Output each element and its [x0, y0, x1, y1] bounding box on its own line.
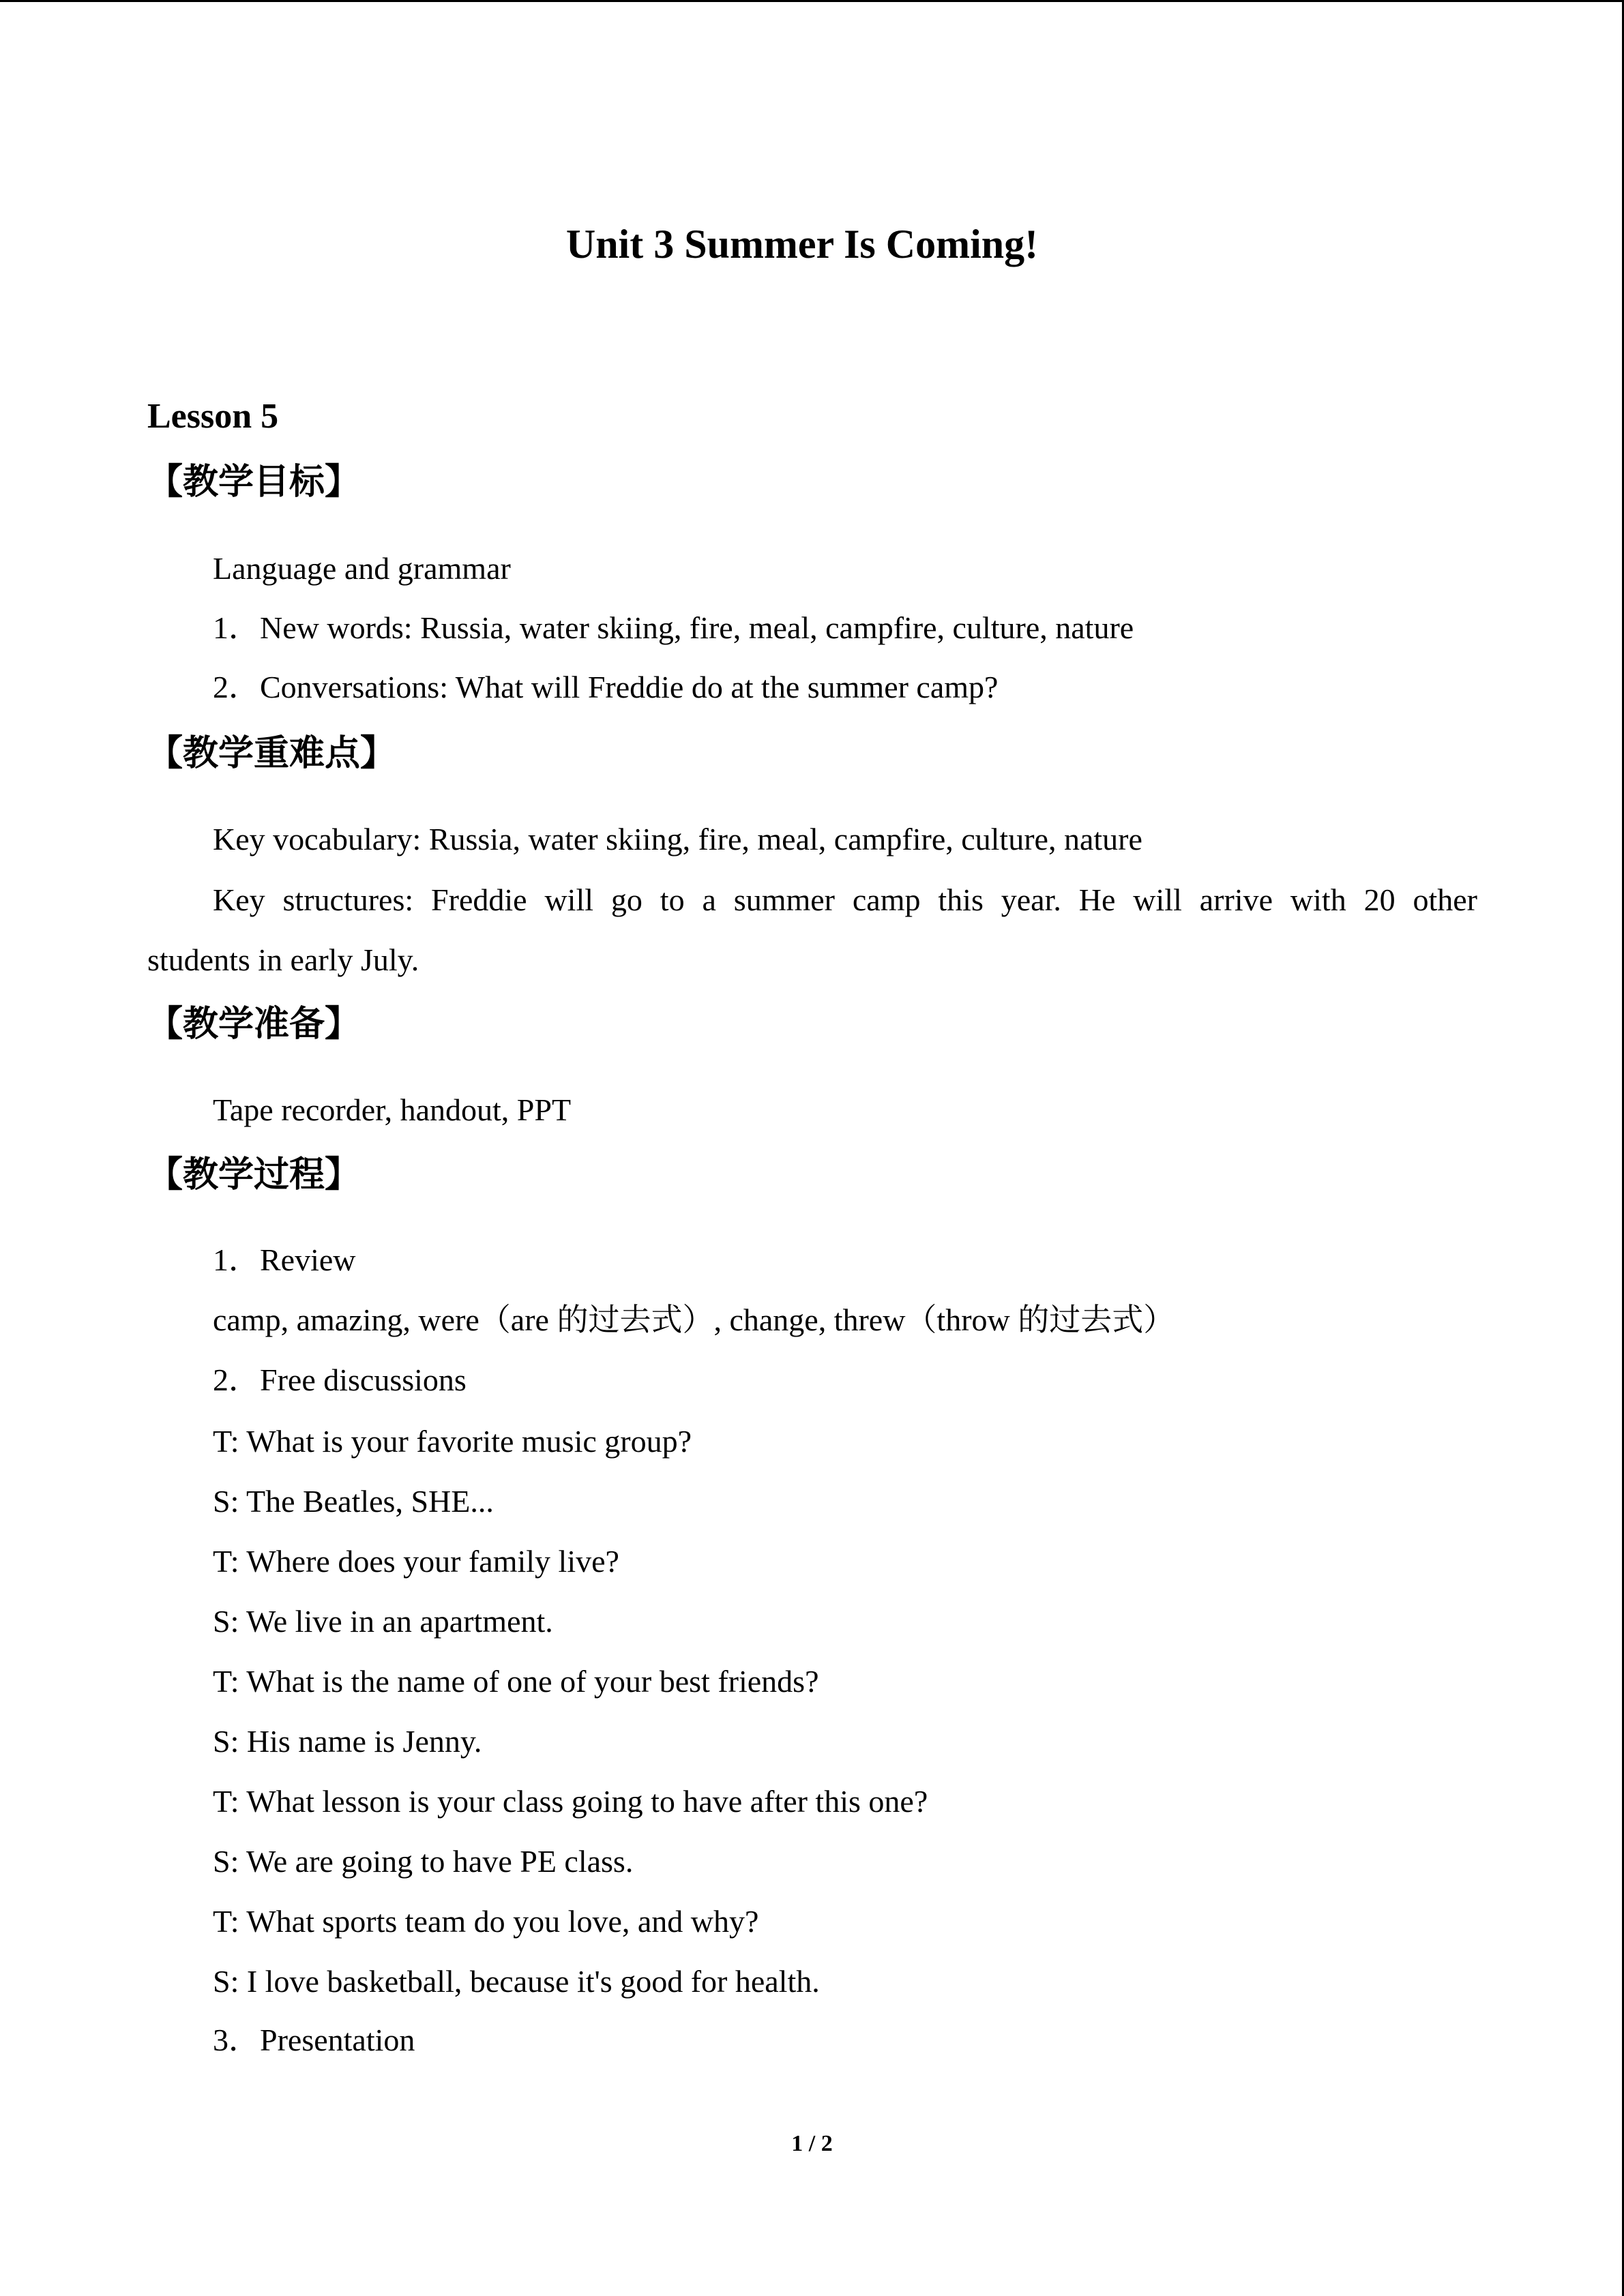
process-line: S: I love basketball, because it's good for health. — [213, 1964, 820, 1999]
page-border-top — [0, 0, 1624, 2]
process-line: T: What is the name of one of your best friends? — [213, 1664, 819, 1699]
key-vocabulary: Key vocabulary: Russia, water skiing, fire, meal, campfire, culture, nature — [213, 822, 1142, 856]
process-line: T: What lesson is your class going to have after this one? — [213, 1784, 928, 1819]
objectives-heading: 【教学目标】 — [147, 462, 361, 503]
page-number: 1 / 2 — [791, 2131, 833, 2156]
document-title: Unit 3 Summer Is Coming! — [565, 222, 1039, 267]
process-line: camp, amazing, were（are 的过去式）, change, threw（throw 的过去式） — [213, 1302, 1175, 1337]
preparation-line: Tape recorder, handout, PPT — [213, 1092, 572, 1127]
objectives-line: Language and grammar — [213, 551, 511, 586]
lesson-heading: Lesson 5 — [147, 397, 279, 436]
objectives-line: 1．New words: Russia, water skiing, fire, meal, campfire, culture, nature — [213, 610, 1134, 645]
process-line: S: The Beatles, SHE... — [213, 1484, 494, 1519]
process-heading: 【教学过程】 — [147, 1154, 361, 1195]
process-line: T: What sports team do you love, and why? — [213, 1904, 759, 1939]
process-line: 1．Review — [213, 1242, 356, 1277]
process-line: S: We are going to have PE class. — [213, 1844, 634, 1879]
key-structures-line1: Key structures: Freddie will go to a summer camp this year. He will arrive with 20 other — [213, 882, 1477, 917]
process-line: 3．Presentation — [213, 2023, 415, 2057]
process-line: 2．Free discussions — [213, 1362, 467, 1397]
process-line: T: Where does your family live? — [213, 1544, 619, 1579]
process-line: T: What is your favorite music group? — [213, 1424, 692, 1459]
process-line: S: His name is Jenny. — [213, 1724, 482, 1759]
key-points-heading: 【教学重难点】 — [147, 733, 396, 774]
process-line: S: We live in an apartment. — [213, 1604, 553, 1639]
key-structures-line2: students in early July. — [147, 942, 419, 977]
objectives-line: 2．Conversations: What will Freddie do at the summer camp? — [213, 670, 999, 704]
preparation-heading: 【教学准备】 — [147, 1004, 361, 1045]
